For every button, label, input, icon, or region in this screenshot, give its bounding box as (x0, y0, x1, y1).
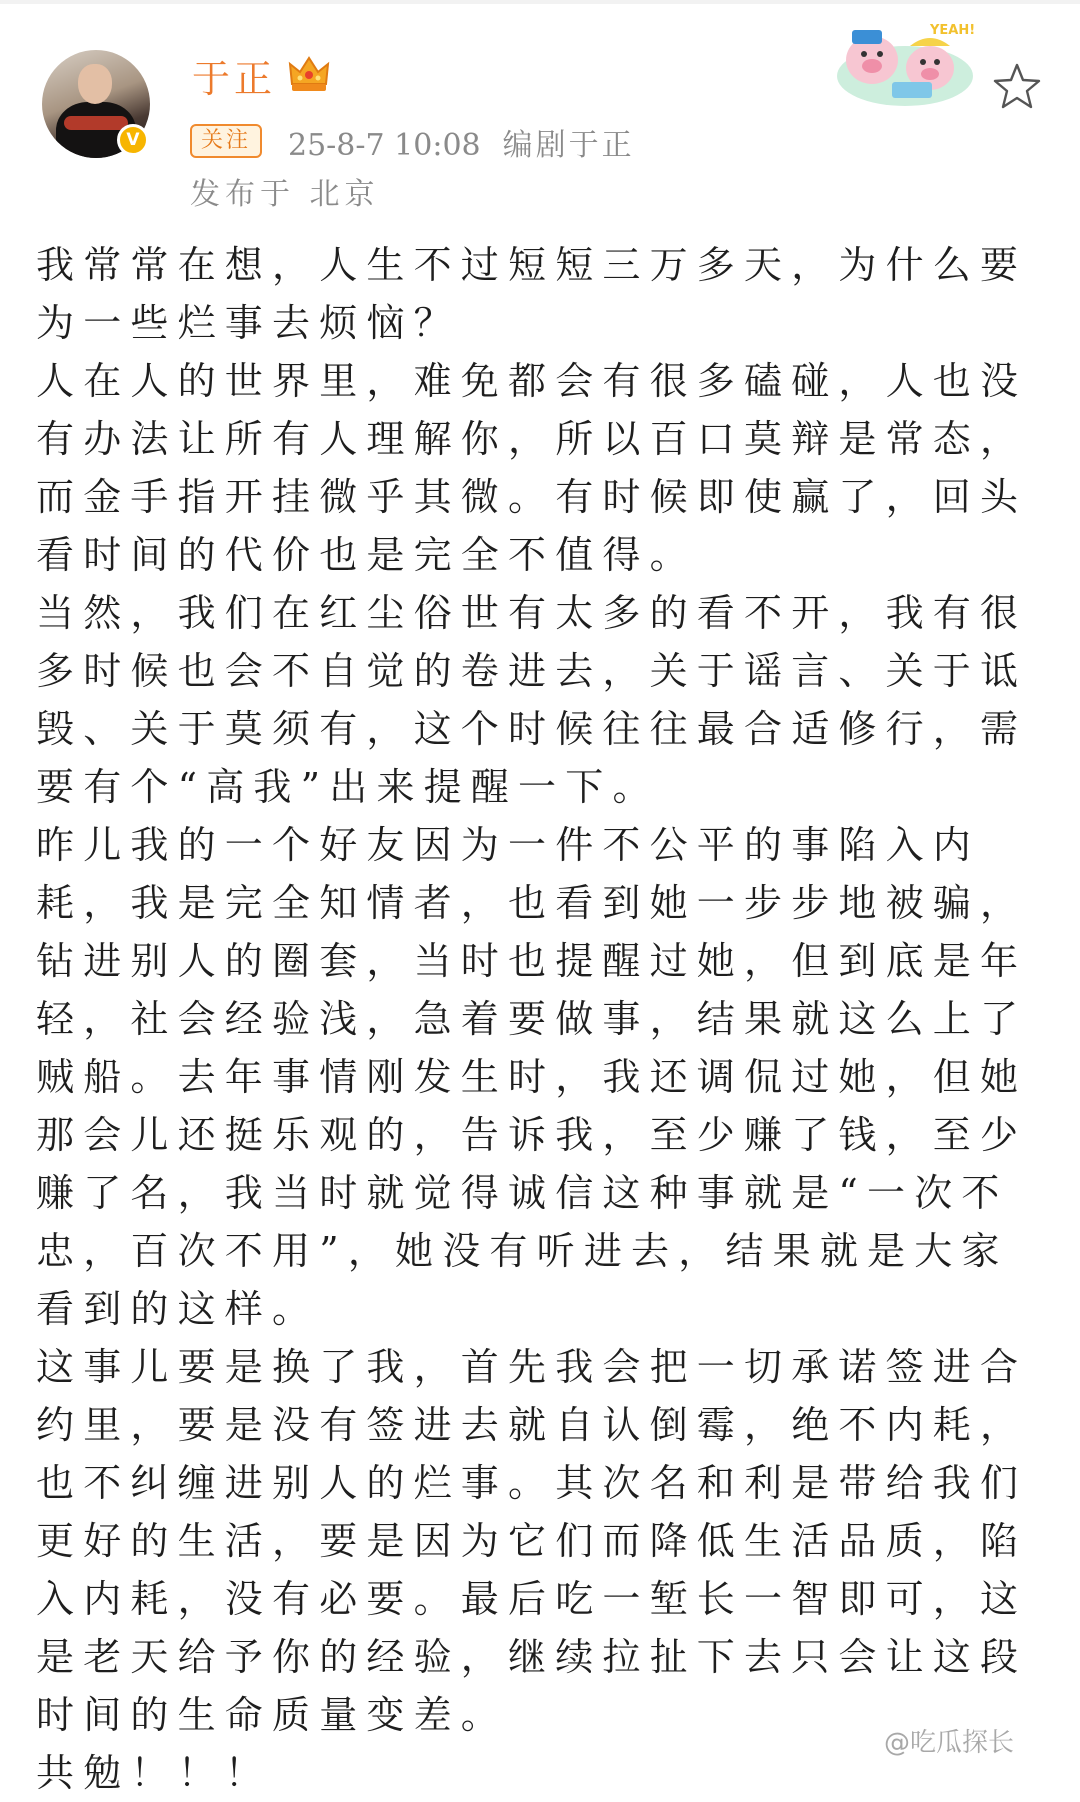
pig-sticker-icon (832, 16, 978, 108)
author-name[interactable]: 于正 (192, 57, 277, 101)
post-timestamp: 25-8-7 10:08 (288, 128, 481, 163)
post-header (0, 0, 1080, 212)
post-paragraph: 人在人的世界里，难免都会有很多磕碰，人也没有办法让所有人理解你，所以百口莫辩是常态，而金手指开挂微乎其微。有时候即使赢了，回头看时间的代价也是完全不值得。 (36, 359, 1028, 577)
post-paragraph: 昨儿我的一个好友因为一件不公平的事陷入内耗，我是完全知情者，也看到她一步步地被骗，钻进别人的圈套，当时也提醒过她，但到底是年轻，社会经验浅，急着要做事，结果就这么上了贼船。去年事情刚发生时，我还调侃过她，但她那会儿还挺乐观的，告诉我，至少赚了钱，至少赚了名，我当时就觉得诚信这种事就是“一次不忠，百次不用”，她没有听进去，结果就是大家看到的这样。 (36, 823, 1028, 1331)
avatar-arm-shape (64, 116, 128, 130)
star-icon[interactable] (990, 60, 1044, 114)
verified-badge-icon: V (117, 124, 149, 156)
post-location: 发布于 北京 (190, 177, 380, 212)
follow-button[interactable]: 关注 (190, 124, 262, 158)
post-content (36, 236, 1042, 1802)
crown-icon (288, 54, 330, 94)
post-meta (288, 120, 635, 164)
sticker-text: YEAH! (930, 23, 976, 38)
post-paragraph: 这事儿要是换了我，首先我会把一切承诺签进合约里，要是没有签进去就自认倒霉，绝不内耗，也不纠缠进别人的烂事。其次名和利是带给我们更好的生活，要是因为它们而降低生活品质，陷入内耗，没有必要。最后吃一堑长一智即可，这是老天给予你的经验，继续拉扯下去只会让这段时间的生命质量变差。 (36, 1345, 1028, 1737)
post-paragraph: 共勉！！！ (36, 1751, 273, 1795)
post-source[interactable]: 编剧于正 (502, 128, 635, 163)
post-paragraph: 我常常在想，人生不过短短三万多天，为什么要为一些烂事去烦恼？ (36, 243, 1028, 345)
post-paragraph: 当然，我们在红尘俗世有太多的看不开，我有很多时候也会不自觉的卷进去，关于谣言、关于诋毁、关于莫须有，这个时候往往最合适修行，需要有个“高我”出来提醒一下。 (36, 591, 1028, 809)
watermark: @吃瓜探长 (884, 1728, 1015, 1758)
avatar-face-shape (78, 64, 112, 104)
